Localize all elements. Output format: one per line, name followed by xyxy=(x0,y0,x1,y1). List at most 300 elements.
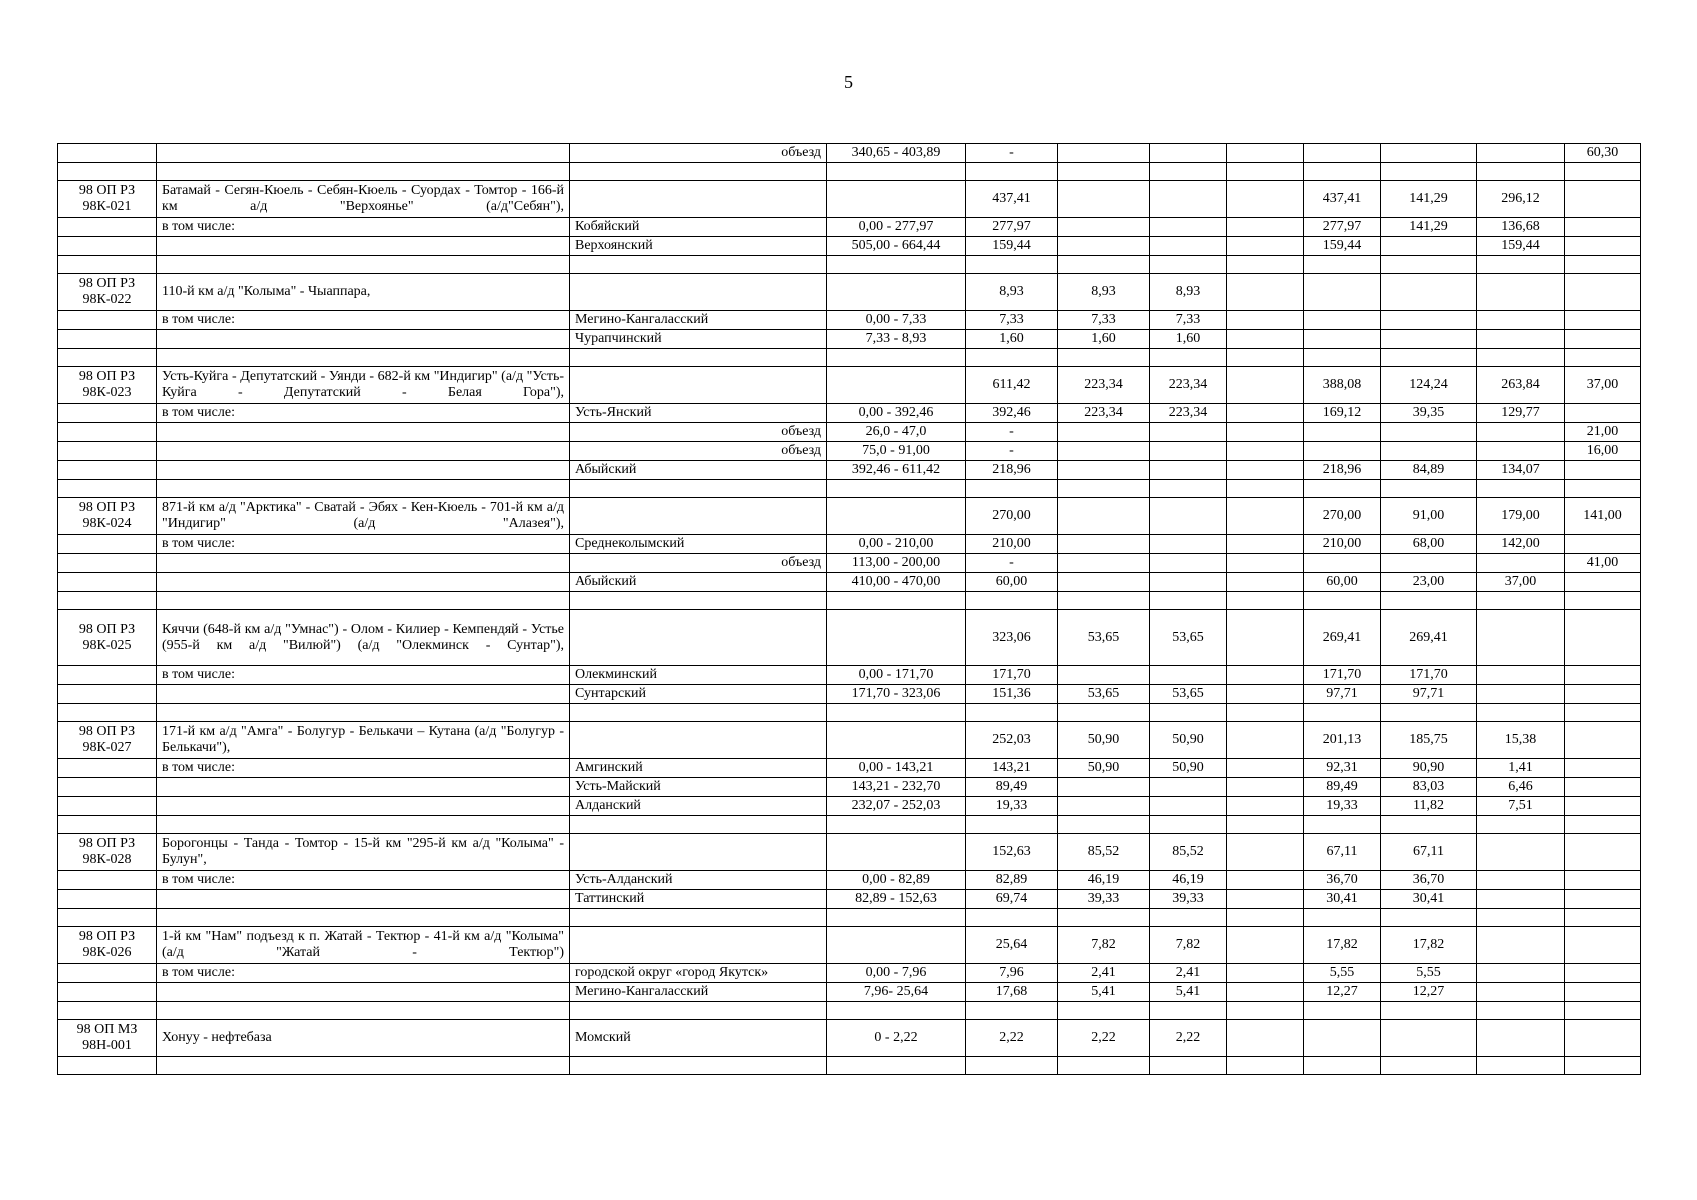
district: Олекминский xyxy=(570,666,827,685)
length-value xyxy=(1058,423,1150,442)
road-row xyxy=(58,927,1641,964)
length-value: 90,90 xyxy=(1381,759,1477,778)
length-value xyxy=(1565,274,1641,311)
empty-cell xyxy=(1381,256,1477,274)
length-value: 171,70 xyxy=(1304,666,1381,685)
length-value: 269,41 xyxy=(1381,610,1477,666)
length-value xyxy=(1227,554,1304,573)
length-value: 89,49 xyxy=(966,778,1058,797)
length-value: 11,82 xyxy=(1381,797,1477,816)
empty-cell xyxy=(1565,592,1641,610)
district: объезд xyxy=(570,442,827,461)
length-value xyxy=(1058,778,1150,797)
length-value xyxy=(1150,554,1227,573)
length-value: 218,96 xyxy=(966,461,1058,480)
km-range: 410,00 - 470,00 xyxy=(827,573,966,592)
length-value xyxy=(1227,573,1304,592)
empty-cell xyxy=(58,1057,157,1075)
length-value xyxy=(1477,983,1565,1002)
length-value: 5,41 xyxy=(1150,983,1227,1002)
empty-cell xyxy=(1565,816,1641,834)
subsection-row xyxy=(58,983,1641,1002)
length-value xyxy=(1381,311,1477,330)
district xyxy=(570,498,827,535)
empty-cell xyxy=(1477,592,1565,610)
empty-cell xyxy=(157,592,570,610)
length-value xyxy=(1477,423,1565,442)
length-value: 185,75 xyxy=(1381,722,1477,759)
empty-cell xyxy=(827,704,966,722)
length-value xyxy=(1227,1020,1304,1057)
district xyxy=(570,367,827,404)
empty-cell xyxy=(1227,909,1304,927)
length-value: 223,34 xyxy=(1058,367,1150,404)
km-range: 505,00 - 664,44 xyxy=(827,237,966,256)
road-code xyxy=(58,890,157,909)
road-row xyxy=(58,367,1641,404)
length-value xyxy=(1058,442,1150,461)
length-value: 23,00 xyxy=(1381,573,1477,592)
road-name: в том числе: xyxy=(157,871,570,890)
empty-cell xyxy=(1150,1057,1227,1075)
empty-cell xyxy=(827,1057,966,1075)
length-value xyxy=(1227,666,1304,685)
length-value xyxy=(1227,442,1304,461)
km-range xyxy=(827,181,966,218)
empty-cell xyxy=(1381,1057,1477,1075)
length-value: - xyxy=(966,423,1058,442)
length-value: 46,19 xyxy=(1058,871,1150,890)
road-name xyxy=(157,890,570,909)
length-value: 5,55 xyxy=(1381,964,1477,983)
road-name: Борогонцы - Танда - Томтор - 15-й км "295-й км а/д "Колыма" - Булун", xyxy=(157,834,570,871)
length-value: 1,60 xyxy=(966,330,1058,349)
length-value xyxy=(1304,330,1381,349)
road-code xyxy=(58,666,157,685)
subsection-row xyxy=(58,144,1641,163)
length-value xyxy=(1150,144,1227,163)
length-value: 60,30 xyxy=(1565,144,1641,163)
empty-cell xyxy=(966,816,1058,834)
empty-cell xyxy=(1304,592,1381,610)
length-value xyxy=(1058,573,1150,592)
length-value: 2,22 xyxy=(966,1020,1058,1057)
length-value xyxy=(1565,927,1641,964)
district: Среднеколымский xyxy=(570,535,827,554)
length-value xyxy=(1227,218,1304,237)
subsection-row xyxy=(58,404,1641,423)
empty-cell xyxy=(1381,909,1477,927)
district: Таттинский xyxy=(570,890,827,909)
empty-cell xyxy=(1150,1002,1227,1020)
length-value: 7,82 xyxy=(1058,927,1150,964)
length-value xyxy=(1227,983,1304,1002)
length-value xyxy=(1150,181,1227,218)
empty-cell xyxy=(1565,1057,1641,1075)
empty-cell xyxy=(1381,592,1477,610)
length-value xyxy=(1381,274,1477,311)
empty-cell xyxy=(1227,1002,1304,1020)
empty-cell xyxy=(58,480,157,498)
length-value: 67,11 xyxy=(1304,834,1381,871)
length-value: 36,70 xyxy=(1304,871,1381,890)
road-code xyxy=(58,404,157,423)
subsection-row xyxy=(58,797,1641,816)
length-value xyxy=(1227,461,1304,480)
length-value xyxy=(1565,890,1641,909)
length-value: 8,93 xyxy=(966,274,1058,311)
length-value: 53,65 xyxy=(1150,610,1227,666)
length-value: 16,00 xyxy=(1565,442,1641,461)
length-value xyxy=(1477,871,1565,890)
empty-cell xyxy=(1381,1002,1477,1020)
road-name: в том числе: xyxy=(157,404,570,423)
empty-cell xyxy=(1565,704,1641,722)
length-value xyxy=(1565,330,1641,349)
empty-cell xyxy=(827,163,966,181)
blank-row xyxy=(58,704,1641,722)
length-value xyxy=(1477,964,1565,983)
road-code xyxy=(58,871,157,890)
road-row xyxy=(58,610,1641,666)
empty-cell xyxy=(966,909,1058,927)
subsection-row xyxy=(58,237,1641,256)
road-code xyxy=(58,964,157,983)
district xyxy=(570,610,827,666)
length-value: 169,12 xyxy=(1304,404,1381,423)
length-value xyxy=(1381,423,1477,442)
km-range xyxy=(827,834,966,871)
km-range: 113,00 - 200,00 xyxy=(827,554,966,573)
road-code: 98 ОП МЗ 98Н-001 xyxy=(58,1020,157,1057)
length-value: 83,03 xyxy=(1381,778,1477,797)
empty-cell xyxy=(1227,349,1304,367)
empty-cell xyxy=(1150,163,1227,181)
length-value: 611,42 xyxy=(966,367,1058,404)
subsection-row xyxy=(58,890,1641,909)
empty-cell xyxy=(58,163,157,181)
empty-cell xyxy=(1227,1057,1304,1075)
length-value: - xyxy=(966,554,1058,573)
empty-cell xyxy=(1304,1002,1381,1020)
length-value xyxy=(1227,404,1304,423)
road-name: 110-й км а/д "Колыма" - Чыаппара, xyxy=(157,274,570,311)
empty-cell xyxy=(1227,256,1304,274)
empty-cell xyxy=(966,480,1058,498)
road-code xyxy=(58,797,157,816)
length-value: 388,08 xyxy=(1304,367,1381,404)
empty-cell xyxy=(157,909,570,927)
length-value: 84,89 xyxy=(1381,461,1477,480)
empty-cell xyxy=(1304,816,1381,834)
empty-cell xyxy=(58,349,157,367)
km-range: 26,0 - 47,0 xyxy=(827,423,966,442)
length-value: 437,41 xyxy=(966,181,1058,218)
district: Мегино-Кангаласский xyxy=(570,311,827,330)
empty-cell xyxy=(1304,909,1381,927)
road-name: Хонуу - нефтебаза xyxy=(157,1020,570,1057)
district xyxy=(570,181,827,218)
road-name: Батамай - Сегян-Кюель - Себян-Кюель - Суордах - Томтор - 166-й км а/д "Верхоянье" (а/д"Себян"), xyxy=(157,181,570,218)
empty-cell xyxy=(827,349,966,367)
length-value xyxy=(1058,535,1150,554)
length-value: 171,70 xyxy=(1381,666,1477,685)
subsection-row xyxy=(58,871,1641,890)
empty-cell xyxy=(570,704,827,722)
empty-cell xyxy=(1304,480,1381,498)
length-value: 21,00 xyxy=(1565,423,1641,442)
empty-cell xyxy=(966,704,1058,722)
length-value: 8,93 xyxy=(1150,274,1227,311)
length-value xyxy=(1565,311,1641,330)
length-value xyxy=(1565,573,1641,592)
empty-cell xyxy=(1477,163,1565,181)
length-value: 141,00 xyxy=(1565,498,1641,535)
empty-cell xyxy=(1381,163,1477,181)
length-value: 159,44 xyxy=(1477,237,1565,256)
road-name: в том числе: xyxy=(157,218,570,237)
empty-cell xyxy=(1304,704,1381,722)
road-row xyxy=(58,498,1641,535)
length-value: 7,51 xyxy=(1477,797,1565,816)
length-value: 323,06 xyxy=(966,610,1058,666)
road-code: 98 ОП РЗ 98К-021 xyxy=(58,181,157,218)
blank-row xyxy=(58,816,1641,834)
road-name: 171-й км а/д "Амга" - Болугур - Белькачи – Кутана (а/д "Болугур - Белькачи"), xyxy=(157,722,570,759)
km-range: 0,00 - 7,33 xyxy=(827,311,966,330)
length-value xyxy=(1058,461,1150,480)
length-value: 159,44 xyxy=(1304,237,1381,256)
length-value: 39,33 xyxy=(1058,890,1150,909)
empty-cell xyxy=(1058,480,1150,498)
length-value xyxy=(1304,554,1381,573)
road-code xyxy=(58,311,157,330)
empty-cell xyxy=(1227,592,1304,610)
length-value: 7,33 xyxy=(1150,311,1227,330)
length-value xyxy=(1227,144,1304,163)
length-value: 263,84 xyxy=(1477,367,1565,404)
blank-row xyxy=(58,592,1641,610)
blank-row xyxy=(58,1002,1641,1020)
empty-cell xyxy=(570,592,827,610)
length-value xyxy=(1565,1020,1641,1057)
empty-cell xyxy=(1058,704,1150,722)
length-value xyxy=(1565,834,1641,871)
length-value xyxy=(1227,237,1304,256)
empty-cell xyxy=(1565,163,1641,181)
length-value xyxy=(1150,535,1227,554)
road-code: 98 ОП РЗ 98К-027 xyxy=(58,722,157,759)
district: Алданский xyxy=(570,797,827,816)
road-name: в том числе: xyxy=(157,535,570,554)
length-value xyxy=(1150,797,1227,816)
road-row xyxy=(58,722,1641,759)
empty-cell xyxy=(1150,256,1227,274)
km-range xyxy=(827,927,966,964)
road-name: 1-й км "Нам" подъезд к п. Жатай - Тектюр - 41-й км а/д "Колыма" (а/д "Жатай - Тектюр") xyxy=(157,927,570,964)
empty-cell xyxy=(157,1002,570,1020)
empty-cell xyxy=(1058,816,1150,834)
length-value xyxy=(1381,554,1477,573)
blank-row xyxy=(58,909,1641,927)
empty-cell xyxy=(966,1002,1058,1020)
empty-cell xyxy=(157,256,570,274)
length-value xyxy=(1058,218,1150,237)
length-value xyxy=(1477,554,1565,573)
km-range: 143,21 - 232,70 xyxy=(827,778,966,797)
km-range xyxy=(827,722,966,759)
length-value xyxy=(1150,666,1227,685)
empty-cell xyxy=(157,704,570,722)
empty-cell xyxy=(966,1057,1058,1075)
length-value xyxy=(1477,666,1565,685)
road-name xyxy=(157,797,570,816)
length-value xyxy=(1150,237,1227,256)
length-value xyxy=(1227,330,1304,349)
length-value xyxy=(1477,274,1565,311)
empty-cell xyxy=(1058,1002,1150,1020)
empty-cell xyxy=(1565,349,1641,367)
length-value: 91,00 xyxy=(1381,498,1477,535)
road-name xyxy=(157,423,570,442)
road-code xyxy=(58,442,157,461)
empty-cell xyxy=(1565,1002,1641,1020)
empty-cell xyxy=(1150,816,1227,834)
empty-cell xyxy=(1565,256,1641,274)
length-value xyxy=(1227,890,1304,909)
length-value xyxy=(1565,610,1641,666)
district: Абыйский xyxy=(570,461,827,480)
length-value: 141,29 xyxy=(1381,181,1477,218)
district: Амгинский xyxy=(570,759,827,778)
length-value: 97,71 xyxy=(1381,685,1477,704)
length-value: 152,63 xyxy=(966,834,1058,871)
length-value xyxy=(1227,722,1304,759)
road-code xyxy=(58,144,157,163)
length-value xyxy=(1381,237,1477,256)
road-name: в том числе: xyxy=(157,964,570,983)
subsection-row xyxy=(58,964,1641,983)
district: Усть-Майский xyxy=(570,778,827,797)
road-name xyxy=(157,554,570,573)
length-value: 7,33 xyxy=(966,311,1058,330)
length-value xyxy=(1227,311,1304,330)
length-value xyxy=(1227,610,1304,666)
empty-cell xyxy=(1477,256,1565,274)
length-value: 136,68 xyxy=(1477,218,1565,237)
length-value: 85,52 xyxy=(1058,834,1150,871)
district: объезд xyxy=(570,423,827,442)
empty-cell xyxy=(1477,349,1565,367)
length-value: 19,33 xyxy=(1304,797,1381,816)
empty-cell xyxy=(1058,909,1150,927)
length-value xyxy=(1227,423,1304,442)
length-value: 36,70 xyxy=(1381,871,1477,890)
district: Сунтарский xyxy=(570,685,827,704)
length-value xyxy=(1565,461,1641,480)
length-value: 30,41 xyxy=(1381,890,1477,909)
road-code xyxy=(58,983,157,1002)
empty-cell xyxy=(1150,704,1227,722)
district xyxy=(570,722,827,759)
length-value: 50,90 xyxy=(1150,722,1227,759)
subsection-row xyxy=(58,554,1641,573)
length-value: 41,00 xyxy=(1565,554,1641,573)
subsection-row xyxy=(58,573,1641,592)
empty-cell xyxy=(570,256,827,274)
road-code xyxy=(58,237,157,256)
empty-cell xyxy=(1477,480,1565,498)
km-range: 0,00 - 171,70 xyxy=(827,666,966,685)
length-value: 223,34 xyxy=(1150,367,1227,404)
length-value: 17,68 xyxy=(966,983,1058,1002)
length-value xyxy=(1227,797,1304,816)
length-value: 437,41 xyxy=(1304,181,1381,218)
length-value xyxy=(1150,498,1227,535)
empty-cell xyxy=(570,163,827,181)
empty-cell xyxy=(570,909,827,927)
district: Усть-Алданский xyxy=(570,871,827,890)
subsection-row xyxy=(58,759,1641,778)
empty-cell xyxy=(1150,480,1227,498)
road-code xyxy=(58,461,157,480)
road-code xyxy=(58,573,157,592)
length-value: 67,11 xyxy=(1381,834,1477,871)
road-code xyxy=(58,535,157,554)
empty-cell xyxy=(1150,349,1227,367)
district: Абыйский xyxy=(570,573,827,592)
length-value xyxy=(1227,498,1304,535)
length-value xyxy=(1304,144,1381,163)
length-value xyxy=(1227,685,1304,704)
length-value: 37,00 xyxy=(1477,573,1565,592)
length-value: 69,74 xyxy=(966,890,1058,909)
length-value: 89,49 xyxy=(1304,778,1381,797)
length-value: 392,46 xyxy=(966,404,1058,423)
length-value xyxy=(1227,535,1304,554)
length-value xyxy=(1227,181,1304,218)
length-value xyxy=(1477,610,1565,666)
length-value xyxy=(1565,535,1641,554)
length-value xyxy=(1565,666,1641,685)
blank-row xyxy=(58,256,1641,274)
empty-cell xyxy=(1058,349,1150,367)
road-code: 98 ОП РЗ 98К-026 xyxy=(58,927,157,964)
length-value: 151,36 xyxy=(966,685,1058,704)
length-value xyxy=(1058,498,1150,535)
district: Усть-Янский xyxy=(570,404,827,423)
length-value xyxy=(1565,964,1641,983)
blank-row xyxy=(58,163,1641,181)
km-range: 75,0 - 91,00 xyxy=(827,442,966,461)
empty-cell xyxy=(1227,480,1304,498)
length-value xyxy=(1058,797,1150,816)
road-name: в том числе: xyxy=(157,759,570,778)
empty-cell xyxy=(1304,163,1381,181)
empty-cell xyxy=(157,480,570,498)
length-value: 30,41 xyxy=(1304,890,1381,909)
road-name: в том числе: xyxy=(157,666,570,685)
empty-cell xyxy=(1477,704,1565,722)
length-value: 270,00 xyxy=(1304,498,1381,535)
length-value xyxy=(1150,778,1227,797)
road-name: в том числе: xyxy=(157,311,570,330)
km-range xyxy=(827,367,966,404)
blank-row xyxy=(58,1057,1641,1075)
km-range: 0,00 - 7,96 xyxy=(827,964,966,983)
length-value xyxy=(1227,367,1304,404)
length-value xyxy=(1381,144,1477,163)
